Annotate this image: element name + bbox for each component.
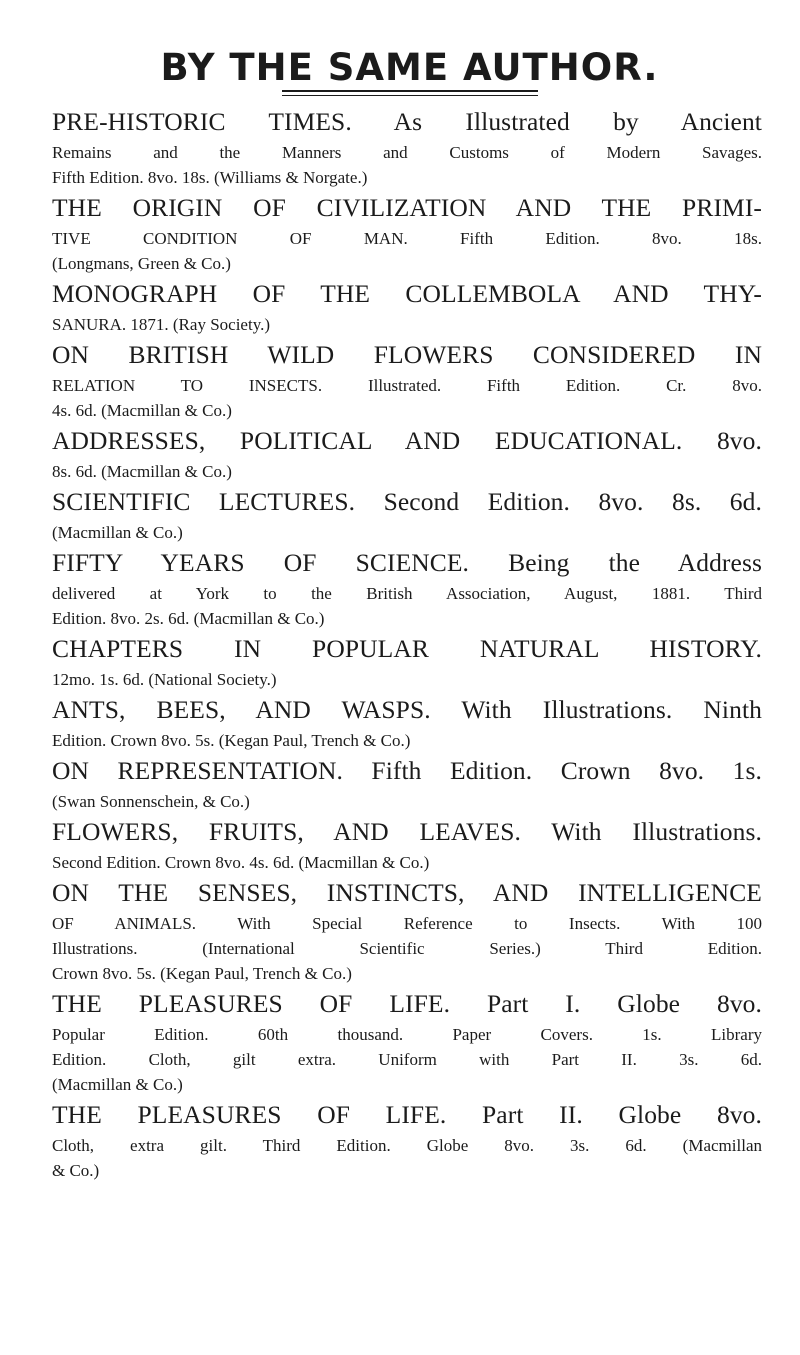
book-detail-line: 4s. 6d. (Macmillan & Co.) (52, 401, 232, 420)
book-title: ADDRESSES, POLITICAL AND EDUCATIONAL. 8vo. (52, 426, 762, 455)
book-detail-line: Remains and the Manners and Customs of Modern Savages. (52, 143, 762, 162)
book-detail-line: (Longmans, Green & Co.) (52, 254, 231, 273)
book-detail-line: (Macmillan & Co.) (52, 1075, 183, 1094)
page-heading: BY THE SAME AUTHOR. (160, 46, 659, 89)
book-entry-pleasures-of-life-part-2 (52, 1097, 762, 1183)
book-title: ANTS, BEES, AND WASPS. With Illustrations. Ninth (52, 695, 762, 724)
book-detail-line: Edition. Cloth, gilt extra. Uniform with Part II. 3s. 6d. (52, 1050, 762, 1069)
book-list-page (52, 46, 762, 1183)
book-detail-line: Popular Edition. 60th thousand. Paper Covers. 1s. Library (52, 1025, 762, 1044)
book-list (52, 104, 762, 1183)
book-title: FLOWERS, FRUITS, AND LEAVES. With Illustrations. (52, 817, 762, 846)
book-detail-line: Edition. Crown 8vo. 5s. (Kegan Paul, Trench & Co.) (52, 731, 411, 750)
heading-rule-thin (282, 95, 538, 96)
book-entry-pleasures-of-life-part-1 (52, 986, 762, 1097)
book-detail-line: Illustrations. (International Scientific Series.) Third Edition. (52, 939, 762, 958)
book-detail-line: SANURA. 1871. (Ray Society.) (52, 315, 270, 334)
book-detail-line: 12mo. 1s. 6d. (National Society.) (52, 670, 277, 689)
book-detail-line: 8s. 6d. (Macmillan & Co.) (52, 462, 232, 481)
book-detail-line: Crown 8vo. 5s. (Kegan Paul, Trench & Co.) (52, 964, 352, 983)
book-entry-fifty-years-of-science (52, 545, 762, 631)
book-detail-line: OF ANIMALS. With Special Reference to Insects. With 100 (52, 914, 762, 933)
book-title: THE PLEASURES OF LIFE. Part II. Globe 8vo. (52, 1100, 762, 1129)
book-title: SCIENTIFIC LECTURES. Second Edition. 8vo. 8s. 6d. (52, 487, 762, 516)
book-detail-line: (Swan Sonnenschein, & Co.) (52, 792, 250, 811)
book-detail-line: TIVE CONDITION OF MAN. Fifth Edition. 8vo. 18s. (52, 229, 762, 248)
book-entry-origin-of-civilization (52, 190, 762, 276)
book-title: MONOGRAPH OF THE COLLEMBOLA AND THY- (52, 279, 762, 308)
book-detail-line: Edition. 8vo. 2s. 6d. (Macmillan & Co.) (52, 609, 325, 628)
heading-rule-thick (282, 90, 538, 94)
book-entry-chapters-in-popular-natural-history (52, 631, 762, 692)
book-detail-line: delivered at York to the British Association, August, 1881. Third (52, 584, 762, 603)
book-detail-line: (Macmillan & Co.) (52, 523, 183, 542)
book-entry-scientific-lectures (52, 484, 762, 545)
book-entry-collembola-monograph (52, 276, 762, 337)
book-entry-ants-bees-and-wasps (52, 692, 762, 753)
book-title: ON BRITISH WILD FLOWERS CONSIDERED IN (52, 340, 762, 369)
book-entry-senses-instincts-intelligence (52, 875, 762, 986)
book-detail-line: Fifth Edition. 8vo. 18s. (Williams & Norgate.) (52, 168, 368, 187)
heading-double-rule (277, 90, 538, 98)
book-title: THE ORIGIN OF CIVILIZATION AND THE PRIMI- (52, 193, 762, 222)
book-detail-line: Cloth, extra gilt. Third Edition. Globe 8vo. 3s. 6d. (Macmillan (52, 1136, 762, 1155)
book-title: ON REPRESENTATION. Fifth Edition. Crown 8vo. 1s. (52, 756, 762, 785)
book-title: ON THE SENSES, INSTINCTS, AND INTELLIGENCE (52, 878, 762, 907)
book-title: PRE-HISTORIC TIMES. As Illustrated by Ancient (52, 107, 762, 136)
book-entry-on-representation (52, 753, 762, 814)
book-entry-flowers-fruits-and-leaves (52, 814, 762, 875)
book-detail-line: Second Edition. Crown 8vo. 4s. 6d. (Macmillan & Co.) (52, 853, 430, 872)
book-detail-line: RELATION TO INSECTS. Illustrated. Fifth Edition. Cr. 8vo. (52, 376, 762, 395)
book-entry-addresses (52, 423, 762, 484)
book-title: FIFTY YEARS OF SCIENCE. Being the Address (52, 548, 762, 577)
book-title: THE PLEASURES OF LIFE. Part I. Globe 8vo. (52, 989, 762, 1018)
book-entry-pre-historic-times (52, 104, 762, 190)
book-detail-line: & Co.) (52, 1161, 100, 1180)
book-title: CHAPTERS IN POPULAR NATURAL HISTORY. (52, 634, 762, 663)
book-entry-british-wild-flowers (52, 337, 762, 423)
